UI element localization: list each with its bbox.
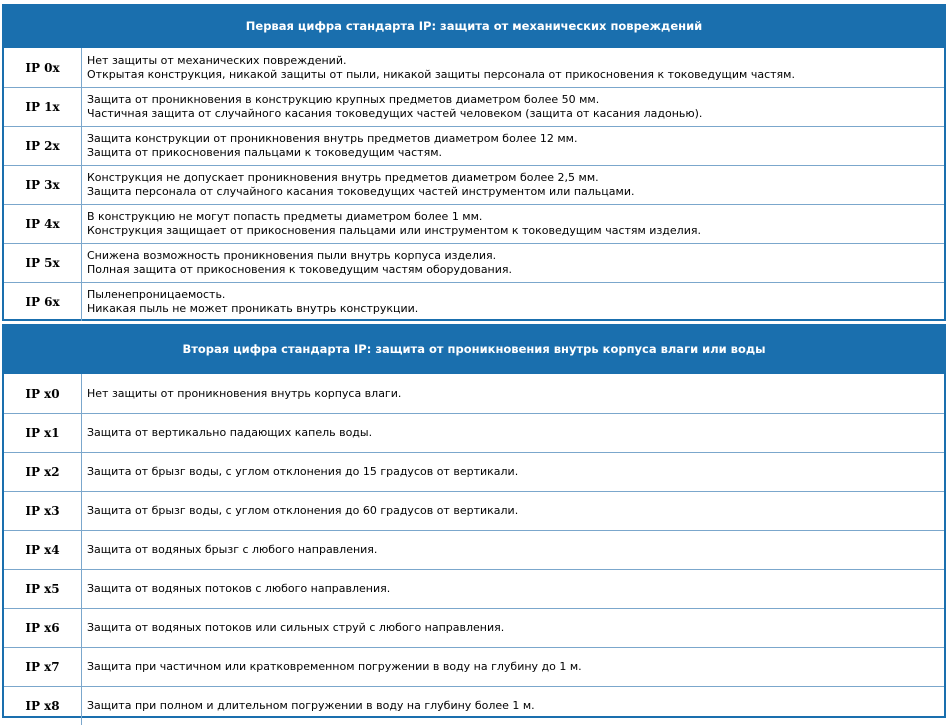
ip-code: IP x7 (4, 648, 82, 686)
table-title: Вторая цифра стандарта IP: защита от проникновения внутрь корпуса влаги или воды (4, 326, 944, 374)
description-line: Частичная защита от случайного касания токоведущих частей человеком (защита от касания ладонью). (87, 107, 703, 120)
description-line: Пыленепроницаемость. (87, 288, 226, 301)
ip-code: IP x3 (4, 492, 82, 530)
table-row (4, 87, 944, 126)
ip-code: IP 4x (4, 205, 82, 243)
description-line: Защита от прикосновения пальцами к токоведущим частям. (87, 146, 443, 159)
description-line: Защита при частичном или кратковременном погружении в воду на глубину до 1 м. (87, 660, 582, 673)
description-line: Защита персонала от случайного касания токоведущих частей инструментом или пальцами. (87, 185, 635, 198)
description-line: Открытая конструкция, никакой защиты от пыли, никакой защиты персонала от прикосновения к токоведущим частям. (87, 67, 795, 81)
ip-description (82, 283, 944, 321)
table-row (4, 374, 944, 413)
table-body (4, 374, 944, 725)
ip-description (82, 687, 944, 725)
table-row (4, 282, 944, 321)
ip-description (82, 88, 944, 126)
ip-description (82, 492, 944, 530)
description-line: Нет защиты от проникновения внутрь корпуса влаги. (87, 386, 402, 400)
ip-code: IP x0 (4, 374, 82, 413)
ip-description (82, 166, 944, 204)
ip-code: IP x1 (4, 414, 82, 452)
table-row (4, 569, 944, 608)
ip-code: IP 6x (4, 283, 82, 321)
ip-description (82, 570, 944, 608)
description-line: Защита при полном и длительном погружении в воду на глубину более 1 м. (87, 699, 535, 712)
table-row (4, 452, 944, 491)
table-row (4, 686, 944, 725)
description-line: Защита от водяных потоков или сильных струй с любого направления. (87, 621, 505, 634)
description-line: Защита от водяных брызг с любого направления. (87, 543, 378, 556)
ip-description (82, 374, 944, 413)
description-line: Защита от проникновения в конструкцию крупных предметов диаметром более 50 мм. (87, 93, 600, 106)
ip-description (82, 48, 944, 87)
ip-description (82, 609, 944, 647)
table-row (4, 530, 944, 569)
table-row (4, 165, 944, 204)
ip-code: IP x6 (4, 609, 82, 647)
ip-description (82, 531, 944, 569)
ip-code: IP x8 (4, 687, 82, 725)
description-line: Конструкция защищает от прикосновения пальцами или инструментом к токоведущим частям изделия. (87, 224, 701, 237)
description-line: Защита от водяных потоков с любого направления. (87, 582, 391, 595)
description-line: Снижена возможность проникновения пыли внутрь корпуса изделия. (87, 249, 497, 262)
description-line: Полная защита от прикосновения к токоведущим частям оборудования. (87, 263, 513, 276)
description-line: В конструкцию не могут попасть предметы диаметром более 1 мм. (87, 210, 483, 223)
table-row (4, 413, 944, 452)
ip-code: IP 3x (4, 166, 82, 204)
table-row (4, 48, 944, 87)
ip-description (82, 205, 944, 243)
ip-code: IP 2x (4, 127, 82, 165)
table-row (4, 243, 944, 282)
table-row (4, 647, 944, 686)
ip-code: IP x2 (4, 453, 82, 491)
description-line: Защита от брызг воды, с углом отклонения до 15 градусов от вертикали. (87, 465, 519, 478)
ip-code: IP 1x (4, 88, 82, 126)
ip-description (82, 127, 944, 165)
table-row (4, 126, 944, 165)
ip-description (82, 414, 944, 452)
description-line: Никакая пыль не может проникать внутрь конструкции. (87, 302, 419, 315)
table-row (4, 491, 944, 530)
ip-first-digit-table (2, 4, 946, 321)
description-line: Защита от брызг воды, с углом отклонения до 60 градусов от вертикали. (87, 504, 519, 517)
description-line: Защита от вертикально падающих капель воды. (87, 426, 373, 439)
ip-code: IP 0x (4, 48, 82, 87)
ip-code: IP 5x (4, 244, 82, 282)
ip-description (82, 453, 944, 491)
ip-second-digit-table (2, 324, 946, 718)
description-line: Нет защиты от механических повреждений. (87, 53, 347, 67)
ip-code: IP x5 (4, 570, 82, 608)
description-line: Защита конструкции от проникновения внутрь предметов диаметром более 12 мм. (87, 132, 578, 145)
description-line: Конструкция не допускает проникновения внутрь предметов диаметром более 2,5 мм. (87, 171, 599, 184)
table-body (4, 48, 944, 321)
ip-code: IP x4 (4, 531, 82, 569)
ip-description (82, 244, 944, 282)
table-title: Первая цифра стандарта IP: защита от механических повреждений (4, 6, 944, 48)
ip-description (82, 648, 944, 686)
table-row (4, 608, 944, 647)
table-row (4, 204, 944, 243)
